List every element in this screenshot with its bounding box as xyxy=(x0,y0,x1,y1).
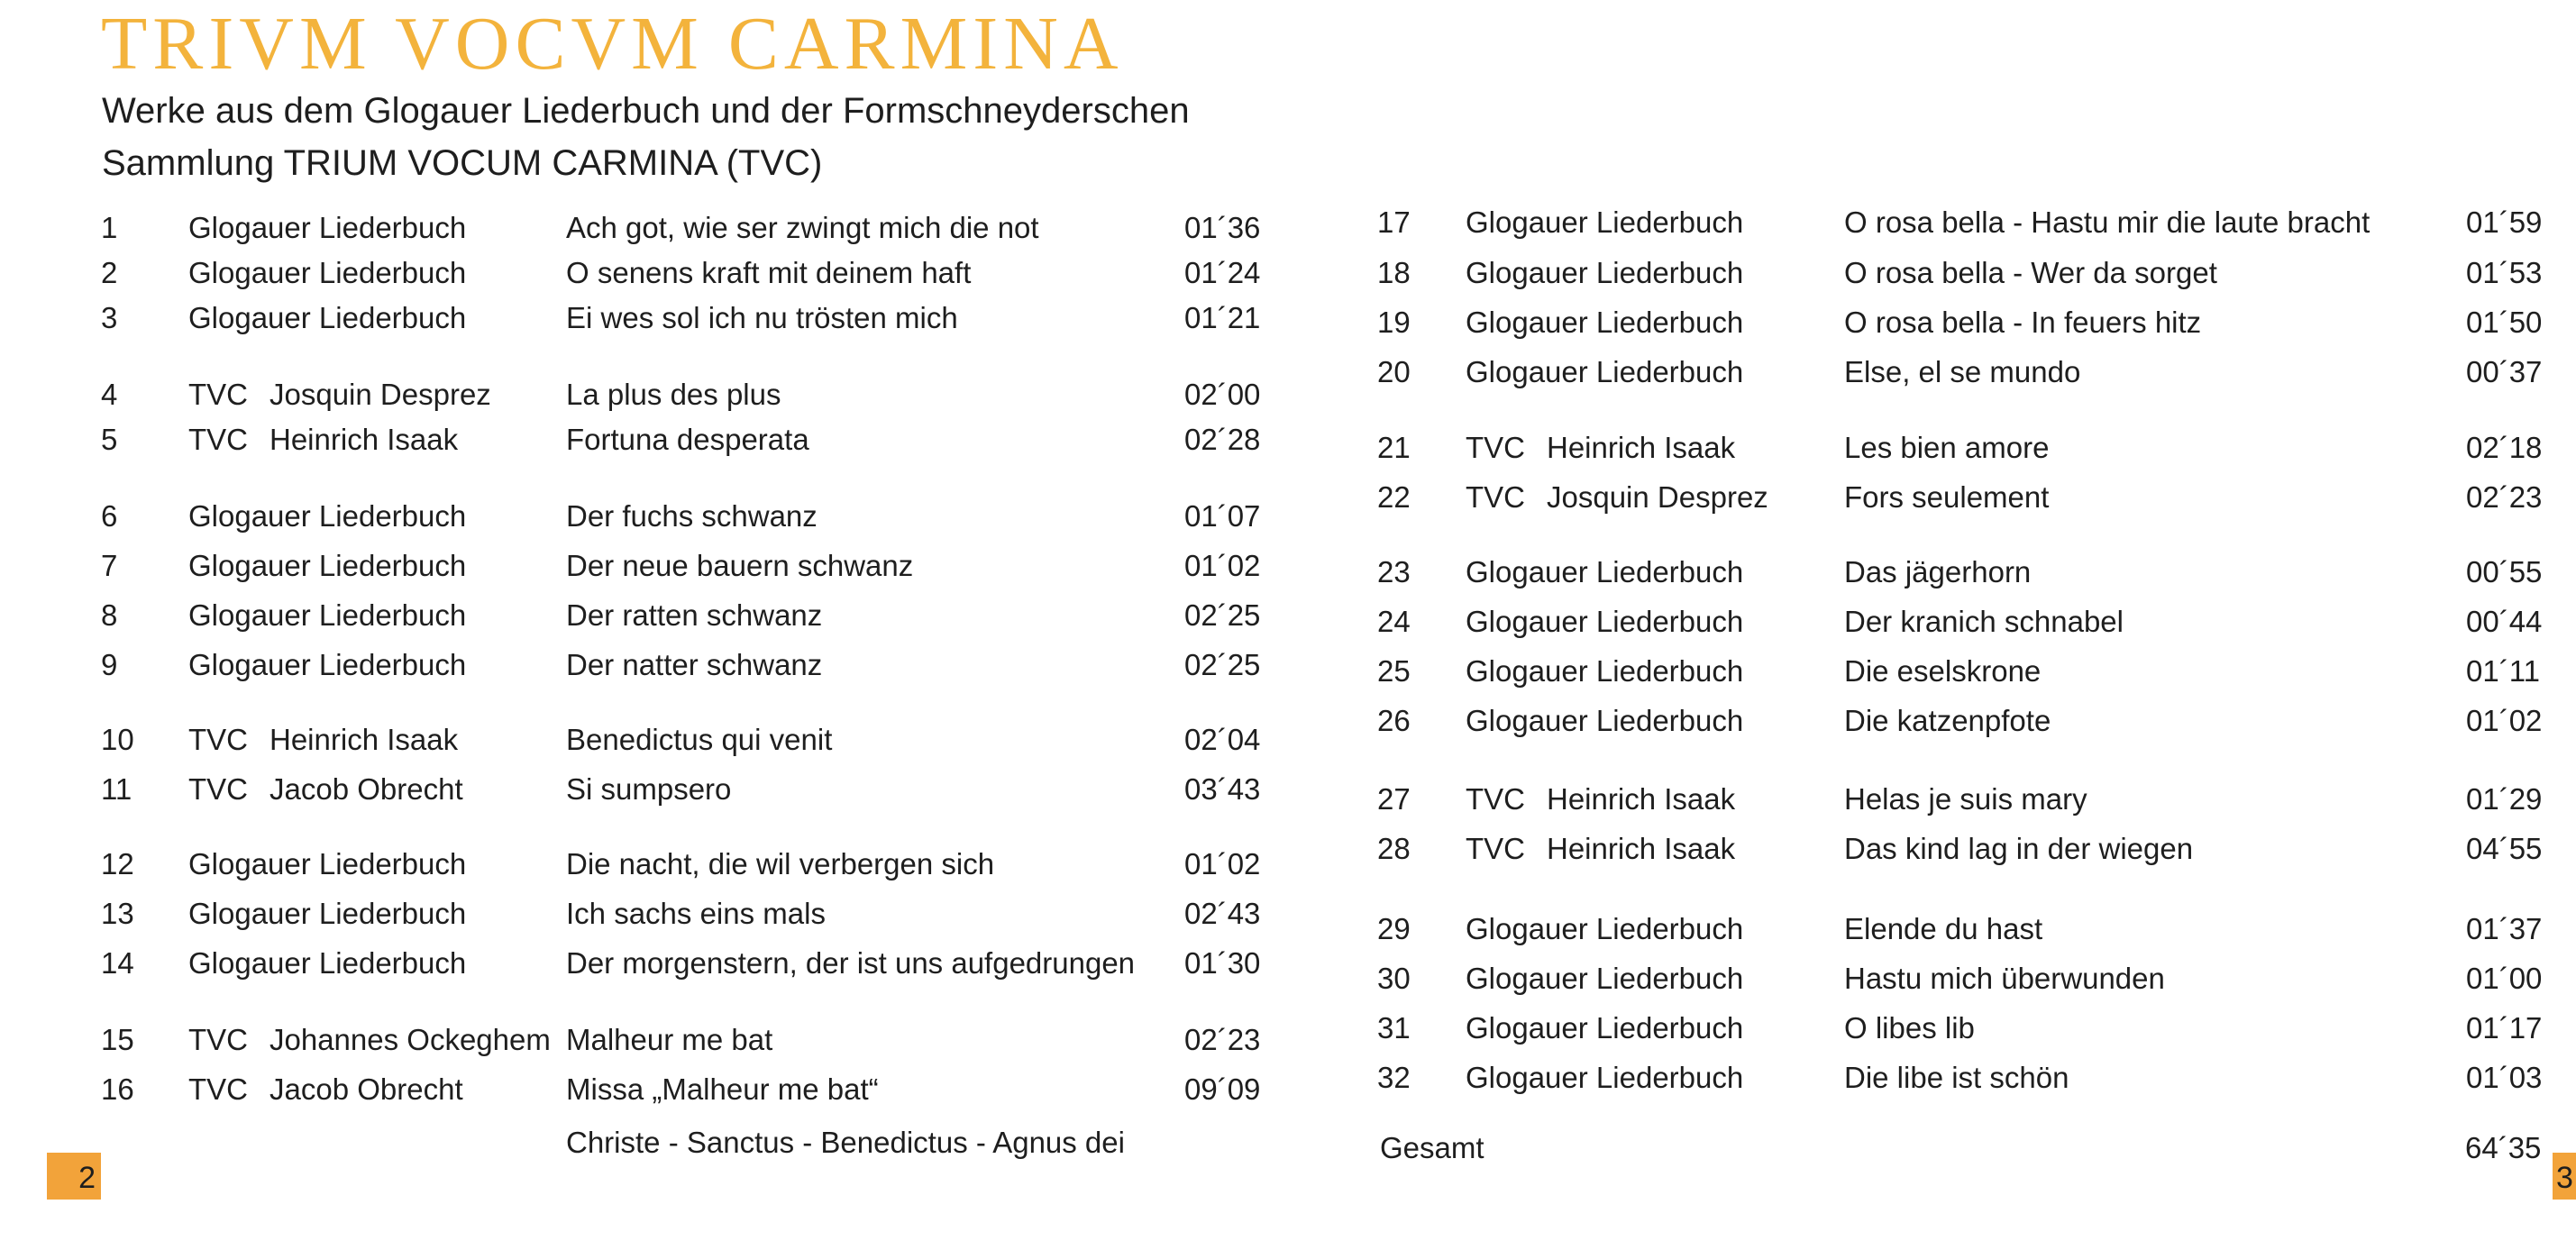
track-number: 19 xyxy=(1377,306,1411,339)
track-number: 20 xyxy=(1377,355,1411,388)
track-title: O senens kraft mit deinem haft xyxy=(566,256,972,289)
track-source: Glogauer Liederbuch xyxy=(1466,962,1744,995)
page-number-left: 2 xyxy=(47,1153,101,1200)
track-title: Malheur me bat xyxy=(566,1023,773,1056)
track-source: TVC xyxy=(1466,782,1525,816)
track-source-group xyxy=(1466,777,1735,822)
track-duration: 02´18 xyxy=(2466,431,2543,464)
track-source: TVC xyxy=(188,378,248,411)
track-title: Fortuna desperata xyxy=(566,423,809,456)
track-source: Glogauer Liederbuch xyxy=(188,549,467,582)
track-number: 23 xyxy=(1377,555,1411,589)
track-duration: 01´59 xyxy=(2466,205,2543,239)
track-source: TVC xyxy=(1466,431,1525,464)
track-duration: 01´00 xyxy=(2466,962,2543,995)
track-source: Glogauer Liederbuch xyxy=(1466,355,1744,388)
track-duration: 01´02 xyxy=(2466,704,2543,737)
track-duration: 03´43 xyxy=(1184,772,1261,806)
track-source: Glogauer Liederbuch xyxy=(1466,605,1744,638)
track-source: Glogauer Liederbuch xyxy=(188,499,467,533)
track-composer: Johannes Ockeghem xyxy=(269,1023,551,1056)
track-source: Glogauer Liederbuch xyxy=(188,897,467,930)
track-duration: 02´43 xyxy=(1184,897,1261,930)
track-duration: 00´44 xyxy=(2466,605,2543,638)
track-number: 10 xyxy=(101,723,134,756)
track-number: 11 xyxy=(101,772,132,806)
track-composer: Heinrich Isaak xyxy=(1547,832,1736,865)
track-composer: Heinrich Isaak xyxy=(1547,782,1736,816)
track-title: Der fuchs schwanz xyxy=(566,499,818,533)
track-duration: 01´36 xyxy=(1184,211,1261,244)
track-source: Glogauer Liederbuch xyxy=(1466,256,1744,289)
track-source: Glogauer Liederbuch xyxy=(188,211,467,244)
track-title: Hastu mich überwunden xyxy=(1844,962,2165,995)
track-source: Glogauer Liederbuch xyxy=(188,301,467,334)
track-composer: Heinrich Isaak xyxy=(269,423,459,456)
track-duration: 00´37 xyxy=(2466,355,2543,388)
track-duration: 02´25 xyxy=(1184,598,1261,632)
track-number: 27 xyxy=(1377,782,1411,816)
track-number: 3 xyxy=(101,301,118,334)
track-title: Das jägerhorn xyxy=(1844,555,2032,589)
track-source-group xyxy=(188,1067,463,1112)
track-number: 17 xyxy=(1377,205,1411,239)
track-number: 4 xyxy=(101,378,118,411)
track-source: TVC xyxy=(188,1072,248,1106)
track-source: Glogauer Liederbuch xyxy=(188,946,467,980)
track-composer: Jacob Obrecht xyxy=(269,772,463,806)
track-source-group xyxy=(188,717,458,762)
track-title: Der neue bauern schwanz xyxy=(566,549,914,582)
track-title: O rosa bella - Wer da sorget xyxy=(1844,256,2217,289)
track-composer: Heinrich Isaak xyxy=(269,723,459,756)
track-source: Glogauer Liederbuch xyxy=(188,648,467,681)
track-title: Der morgenstern, der ist uns aufgedrungen xyxy=(566,946,1136,980)
track-source: TVC xyxy=(188,772,248,806)
track-title: Si sumpsero xyxy=(566,772,732,806)
track-duration: 01´29 xyxy=(2466,782,2543,816)
track-source: TVC xyxy=(1466,832,1525,865)
track-title: Elende du hast xyxy=(1844,912,2043,945)
track-number: 15 xyxy=(101,1023,134,1056)
track-composer: Josquin Desprez xyxy=(269,378,491,411)
track-source: Glogauer Liederbuch xyxy=(188,847,467,880)
track-duration: 01´37 xyxy=(2466,912,2543,945)
track-title: Les bien amore xyxy=(1844,431,2050,464)
track-composer: Jacob Obrecht xyxy=(269,1072,463,1106)
track-source: Glogauer Liederbuch xyxy=(1466,555,1744,589)
track-duration: 01´17 xyxy=(2466,1011,2543,1045)
track-number: 1 xyxy=(101,211,118,244)
track-title: Ei wes sol ich nu trösten mich xyxy=(566,301,958,334)
track-number: 29 xyxy=(1377,912,1411,945)
track-source: Glogauer Liederbuch xyxy=(1466,912,1744,945)
track-duration: 01´02 xyxy=(1184,847,1261,880)
track-source: TVC xyxy=(188,723,248,756)
track-number: 7 xyxy=(101,549,118,582)
track-source: TVC xyxy=(188,1023,248,1056)
album-title: TRIVM VOCVM CARMINA xyxy=(101,2,1124,86)
track-title: Fors seulement xyxy=(1844,480,2050,514)
track-number: 6 xyxy=(101,499,118,533)
track-title: Der natter schwanz xyxy=(566,648,823,681)
track-duration: 01´53 xyxy=(2466,256,2543,289)
track-number: 8 xyxy=(101,598,118,632)
track-source-group xyxy=(188,1017,551,1063)
track-number: 5 xyxy=(101,423,118,456)
track-title: Ich sachs eins mals xyxy=(566,897,826,930)
track-source: Glogauer Liederbuch xyxy=(1466,1011,1744,1045)
track-title: Der ratten schwanz xyxy=(566,598,823,632)
page-number-right: 3 xyxy=(2553,1153,2576,1200)
track-duration: 02´23 xyxy=(1184,1023,1261,1056)
track-number: 12 xyxy=(101,847,134,880)
track-source-group xyxy=(1466,425,1735,470)
track-number: 9 xyxy=(101,648,118,681)
track-number: 32 xyxy=(1377,1061,1411,1094)
track-composer: Josquin Desprez xyxy=(1547,480,1768,514)
track-title: Das kind lag in der wiegen xyxy=(1844,832,2194,865)
track-source: Glogauer Liederbuch xyxy=(188,256,467,289)
track-duration: 01´03 xyxy=(2466,1061,2543,1094)
track-number: 26 xyxy=(1377,704,1411,737)
album-subtitle xyxy=(102,85,1190,189)
track-duration: 02´00 xyxy=(1184,378,1261,411)
track-duration: 02´28 xyxy=(1184,423,1261,456)
track-source-group xyxy=(1466,826,1735,871)
track-source: TVC xyxy=(1466,480,1525,514)
track-source: Glogauer Liederbuch xyxy=(1466,306,1744,339)
track-duration: 04´55 xyxy=(2466,832,2543,865)
track-duration: 01´50 xyxy=(2466,306,2543,339)
track-number: 30 xyxy=(1377,962,1411,995)
track-duration: 01´07 xyxy=(1184,499,1261,533)
track-title: O rosa bella - Hastu mir die laute bracht xyxy=(1844,205,2370,239)
track-number: 28 xyxy=(1377,832,1411,865)
track-title: Else, el se mundo xyxy=(1844,355,2081,388)
track-title: Die libe ist schön xyxy=(1844,1061,2069,1094)
track-source: Glogauer Liederbuch xyxy=(1466,205,1744,239)
track-number: 21 xyxy=(1377,431,1411,464)
track-source-group xyxy=(188,372,491,417)
track-duration: 00´55 xyxy=(2466,555,2543,589)
track-duration: 01´30 xyxy=(1184,946,1261,980)
track-number: 18 xyxy=(1377,256,1411,289)
track-source: Glogauer Liederbuch xyxy=(1466,704,1744,737)
track-number: 14 xyxy=(101,946,134,980)
track-composer: Heinrich Isaak xyxy=(1547,431,1736,464)
tracklist-left xyxy=(101,205,1273,1197)
track-duration: 01´02 xyxy=(1184,549,1261,582)
track-number: 13 xyxy=(101,897,134,930)
track-source: Glogauer Liederbuch xyxy=(1466,654,1744,688)
track-title: Benedictus qui venit xyxy=(566,723,833,756)
track-source-group xyxy=(188,767,463,812)
tracklist-right xyxy=(1377,200,2549,1191)
track-title: Der kranich schnabel xyxy=(1844,605,2124,638)
subtitle-line-1: Werke aus dem Glogauer Liederbuch und der Formschneyderschen xyxy=(102,91,1190,131)
track-title: Missa „Malheur me bat“ xyxy=(566,1072,879,1106)
track-duration: 01´24 xyxy=(1184,256,1261,289)
track-source-group xyxy=(188,417,458,462)
track-source: TVC xyxy=(188,423,248,456)
track-number: 2 xyxy=(101,256,118,289)
total-label: Gesamt xyxy=(1380,1131,1484,1164)
track-duration: 02´23 xyxy=(2466,480,2543,514)
track-duration: 02´04 xyxy=(1184,723,1261,756)
track-duration: 09´09 xyxy=(1184,1072,1261,1106)
track-source-group xyxy=(1466,475,1768,520)
track-source: Glogauer Liederbuch xyxy=(1466,1061,1744,1094)
track-duration: 01´21 xyxy=(1184,301,1261,334)
track-source: Glogauer Liederbuch xyxy=(188,598,467,632)
track-title: Die eselskrone xyxy=(1844,654,2042,688)
track-number: 31 xyxy=(1377,1011,1411,1045)
track-duration: 02´25 xyxy=(1184,648,1261,681)
subtitle-line-2: Sammlung TRIUM VOCUM CARMINA (TVC) xyxy=(102,143,823,183)
track-number: 25 xyxy=(1377,654,1411,688)
track-title: Ach got, wie ser zwingt mich die not xyxy=(566,211,1039,244)
track-16-movements: Christe - Sanctus - Benedictus - Agnus dei xyxy=(566,1126,1125,1159)
track-number: 24 xyxy=(1377,605,1411,638)
track-title: La plus des plus xyxy=(566,378,781,411)
track-number: 16 xyxy=(101,1072,134,1106)
track-title: Die nacht, die wil verbergen sich xyxy=(566,847,995,880)
track-title: O libes lib xyxy=(1844,1011,1975,1045)
track-duration: 01´11 xyxy=(2466,654,2540,688)
total-time: 64´35 xyxy=(2465,1131,2542,1164)
track-title: Die katzenpfote xyxy=(1844,704,2051,737)
track-number: 22 xyxy=(1377,480,1411,514)
track-title: O rosa bella - In feuers hitz xyxy=(1844,306,2202,339)
track-title: Helas je suis mary xyxy=(1844,782,2087,816)
